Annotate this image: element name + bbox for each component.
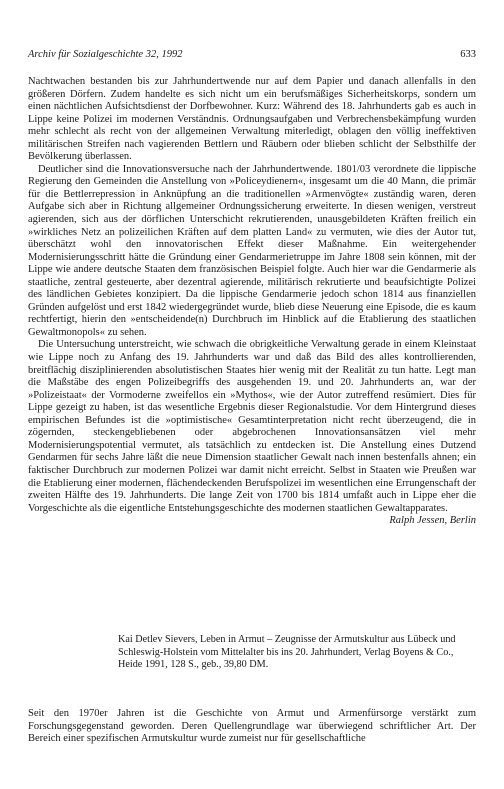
next-review-body <box>28 708 476 746</box>
journal-title: Archiv für Sozialgeschichte 32, 1992 <box>28 49 183 60</box>
running-header <box>28 48 476 62</box>
author-signature: Ralph Jessen, Berlin <box>389 515 476 527</box>
review-body <box>28 76 476 528</box>
page-number: 633 <box>460 49 476 60</box>
paragraph: Seit den 1970er Jahren ist die Geschichte von Armut und Armenfürsorge verstärkt zum Forschungsgegenstand geworden. Deren Quellengrundlage war überwiegend schriftlicher Art. Der Bereich einer spezifischen Armutskultur wurde zumeist nur für gesellschaftliche <box>28 708 476 745</box>
paragraph: Deutlicher sind die Innovationsversuche nach der Jahrhundertwende. 1801/03 verordnete die lippische Regierung den Gemeinden die Anstellung von »Policeydienern«, insgesamt um die 40 Mann, die primär für die Bettlerrepression in Anknüpfung an die traditionellen »Armenvögte« zuständig waren, deren Aufgabe sich aber in Richtung allgemeiner Ordnungssicherung erweiterte. In diesen wenigen, verstreut agierenden, sich aus der dörflichen Unterschicht rekrutierenden, unausgebildeten Kräften freilich ein »wirkliches Netz an polizeilichen Kräften auf dem platten Land« zu vermuten, wie dies der Autor tut, überschätzt wohl den innovatorischen Effekt dieser Maßnahme. Ein weitergehender Modernisierungsschritt hätte die Gründung einer Gendarmerietruppe im Jahre 1808 sein können, mit der Lippe wie andere deutsche Staaten dem französischen Beispiel folgte. Auch hier war die Gendarmerie als staatliche, zentral gesteuerte, aber dezentral agierende, militärisch rekrutierte und beaufsichtigte Polizei des ländlichen Gebietes konzipiert. Da die lippische Gendarmerie jedoch schon 1814 aus finanziellen Gründen aufgelöst und erst 1842 wiedergegründet wurde, blieb diese Neuerung eine Episode, die es kaum rechtfertigt, hierin den »entscheidende(n) Durchbruch im Hinblick auf die Etablierung des staatlichen Gewaltmonopols« zu sehen. <box>28 163 476 338</box>
paragraph: Die Untersuchung unterstreicht, wie schwach die obrigkeitliche Verwaltung gerade in einem Kleinstaat wie Lippe noch zu Anfang des 19. Jahrhunderts war und daß das Bild des alles kontrollierenden, breitflächig disziplinierenden absolutistischen Staates hier wenig mit der Realität zu tun hatte. Legt man die Maßstäbe des engen Polizeibegriffs des ausgehenden 19. und 20. Jahrhunderts an, war der »Polizeistaat« der Vormoderne zweifellos ein »Mythos«, wie der Autor zutreffend resümiert. Dies für Lippe gezeigt zu haben, ist das wesentliche Ergebnis dieser Regionalstudie. Vor dem Hintergrund dieses empirischen Befundes ist die »optimistische« Gesamtinterpretation nicht recht überzeugend, die in zögernden, steckengebliebenen oder abgebrochenen Innovationsansätzen viel mehr Modernisierungspotential vermutet, als tatsächlich zu entdecken ist. Die Anstellung eines Dutzend Gendarmen für sechs Jahre läßt die neue Dimension staatlicher Gewalt nach innen bestenfalls ahnen; ein faktischer Durchbruch zur modernen Polizei war damit nicht erreicht. Selbst in Staaten wie Preußen war die Etablierung einer modernen, flächendeckenden Berufspolizei im wesentlichen eine Errungenschaft der zweiten Hälfte des 19. Jahrhunderts. Die lange Zeit von 1700 bis 1814 umfaßt auch in Lippe eher die Vorgeschichte als die eigentliche Entstehungsgeschichte des modernen staatlichen Gewaltapparates. <box>28 339 476 514</box>
book-review-heading: Kai Detlev Sievers, Leben in Armut – Zeugnisse der Armutskultur aus Lübeck und Schleswig-Holstein vom Mittelalter bis ins 20. Jahrhundert, Verlag Boyens & Co., Heide 1991, 128 S., geb., 39,80 DM. <box>118 634 456 671</box>
paragraph: Nachtwachen bestanden bis zur Jahrhundertwende nur auf dem Papier und danach allenfalls in den größeren Dörfern. Zudem handelte es sich nicht um ein berufsmäßiges Sicherheitskorps, sondern um einen nächtlichen Aufsichtsdienst der Dorfbewohner. Kurz: Während des 18. Jahrhunderts gab es auch in Lippe keine Polizei im modernen Verständnis. Ordnungsaufgaben und Verbrechensbekämpfung wurden mehr schlecht als recht von der allgemeinen Verwaltung miterledigt, oblagen den völlig ineffektiven militärischen Streifen nach vagierenden Bettlern und Räubern oder blieben schlicht der Selbsthilfe der Bevölkerung überlassen. <box>28 76 476 163</box>
